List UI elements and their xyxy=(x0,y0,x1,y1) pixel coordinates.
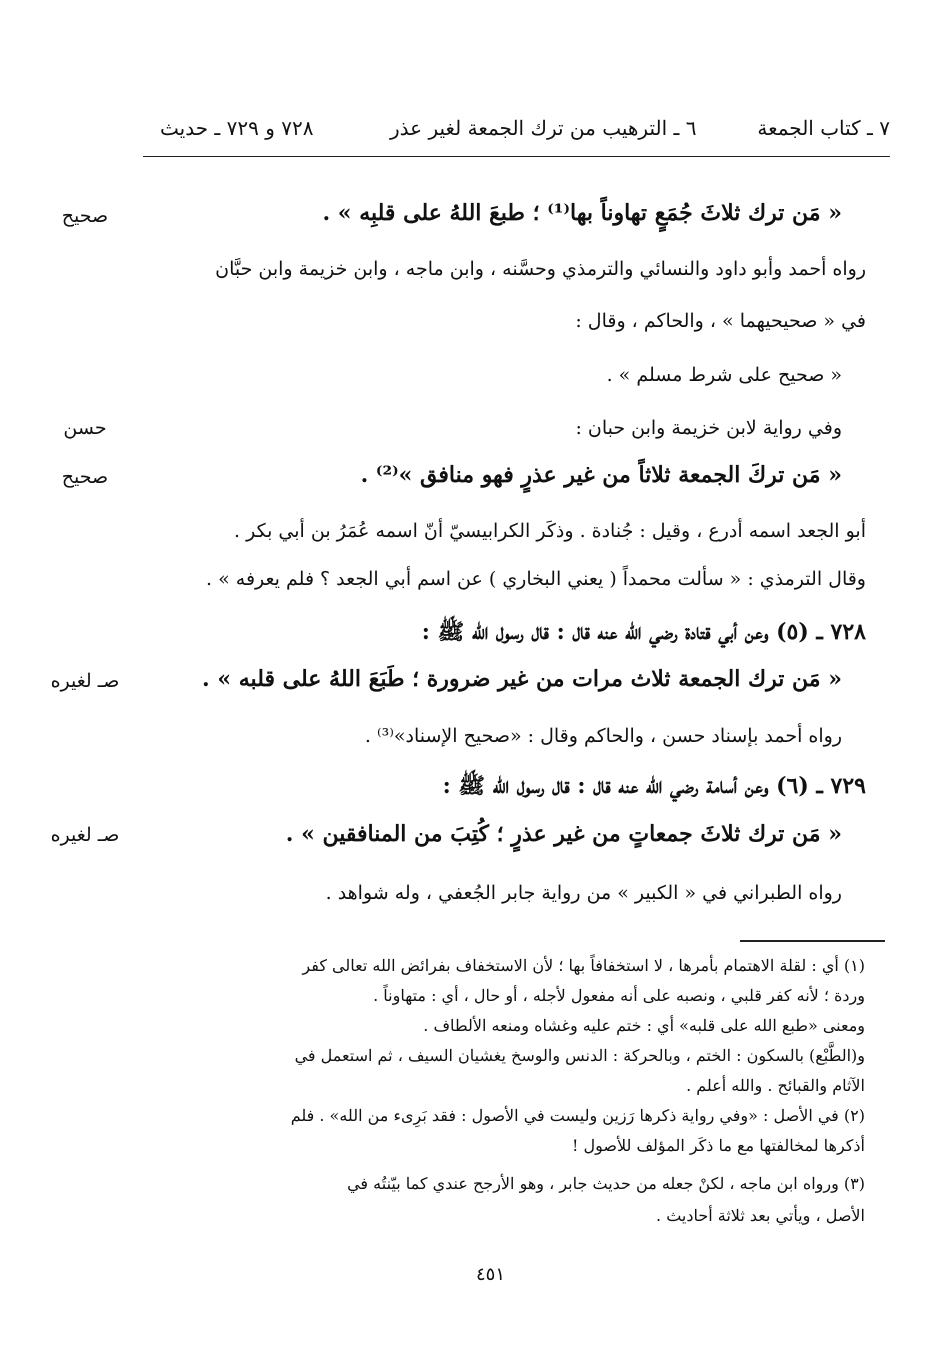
footnote-line: الأصل ، ويأتي بعد ثلاثة أحاديث . xyxy=(656,1206,865,1225)
header-chapter: ٧ ـ كتاب الجمعة xyxy=(757,116,890,140)
body-line: أبو الجعد اسمه أدرع ، وقيل : جُنادة . وذكَر الكرابيسيّ أنّ اسمه عُمَرُ بن أبي بكر . xyxy=(234,520,866,542)
footnote-line: و(الطَّبْع) بالسكون : الختم ، وبالحركة : الدنس والوسخ يغشيان السيف ، ثم استعمل في xyxy=(294,1046,865,1065)
header-rule xyxy=(143,156,890,157)
grade-label: صـ لغيره xyxy=(50,824,120,846)
body-line: « صحيح على شرط مسلم » . xyxy=(606,364,842,386)
body-line: رواه الطبراني في « الكبير » من رواية جابر الجُعفي ، وله شواهد . xyxy=(325,882,842,904)
footnote-line: (٣) ورواه ابن ماجه ، لكنْ جعله من حديث جابر ، وهو الأرجح عندي كما بيّنتُه في xyxy=(347,1174,865,1193)
footnote-line: الآثام والقبائح . والله أعلم . xyxy=(686,1076,865,1095)
body-line: وقال الترمذي : « سألت محمداً ( يعني البخاري ) عن اسم أبي الجعد ؟ فلم يعرفه » . xyxy=(206,568,866,590)
grade-label: حسن xyxy=(63,417,107,439)
hadith-text: « مَن ترك ثلاثَ جمعاتٍ من غير عذرٍ ؛ كُتِبَ من المنافقين » . xyxy=(285,821,842,847)
hadith-number-line: ٧٢٨ ـ (٥) وعن أبي قتادة رضي الله عنه قال : قال رسول الله ﷺ : xyxy=(421,619,866,645)
hadith-text: « مَن تركَ الجمعة ثلاثاً من غير عذرٍ فهو منافق »⁽²⁾ . xyxy=(360,462,842,488)
footnote-line: وردة ؛ لأنه كفر قلبي ، ونصبه على أنه مفعول لأجله ، أو حال ، أي : متهاوناً . xyxy=(373,986,865,1005)
body-line: رواه أحمد وأبو داود والنسائي والترمذي وحسَّنه ، وابن ماجه ، وابن خزيمة وابن حبَّان xyxy=(215,258,866,280)
hadith-number-line: ٧٢٩ ـ (٦) وعن أسامة رضي الله عنه قال : قال رسول الله ﷺ : xyxy=(442,773,866,799)
header-hadith-range: ٧٢٨ و ٧٢٩ ـ حديث xyxy=(160,116,314,140)
grade-label: صحيح xyxy=(61,466,109,488)
footnote-line: ومعنى «طبع الله على قلبه» أي : ختم عليه وغشاه ومنعه الألطاف . xyxy=(423,1016,865,1035)
body-line: رواه أحمد بإسناد حسن ، والحاكم وقال : «صحيح الإسناد»⁽³⁾ . xyxy=(364,725,842,747)
hadith-text: « مَن ترك الجمعة ثلاث مرات من غير ضرورة ؛ طَبَعَ اللهُ على قلبه » . xyxy=(202,666,842,692)
footnote-line: (٢) في الأصل : «وفي رواية ذكرها رَزين وليست في الأصول : فقد بَرِىء من الله» . فلم xyxy=(290,1106,865,1125)
grade-label: صحيح xyxy=(61,205,109,227)
footnote-rule xyxy=(740,940,885,942)
page-number: ٤٥١ xyxy=(476,1264,506,1285)
header-section: ٦ ـ الترهيب من ترك الجمعة لغير عذر xyxy=(390,116,697,140)
body-line: في « صحيحيهما » ، والحاكم ، وقال : xyxy=(575,310,866,332)
grade-label: صـ لغيره xyxy=(50,670,120,692)
hadith-text: « مَن ترك ثلاثَ جُمَعٍ تهاوناً بها⁽¹⁾ ؛ طبعَ اللهُ على قلبِه » . xyxy=(322,200,842,226)
footnote-line: (١) أي : لقلة الاهتمام بأمرها ، لا استخفافاً بها ؛ لأن الاستخفاف بفرائض الله تعالى كفر xyxy=(302,956,865,975)
body-line: وفي رواية لابن خزيمة وابن حبان : xyxy=(575,417,842,439)
footnote-line: أذكرها لمخالفتها مع ما ذكَر المؤلف للأصول ! xyxy=(571,1136,865,1155)
